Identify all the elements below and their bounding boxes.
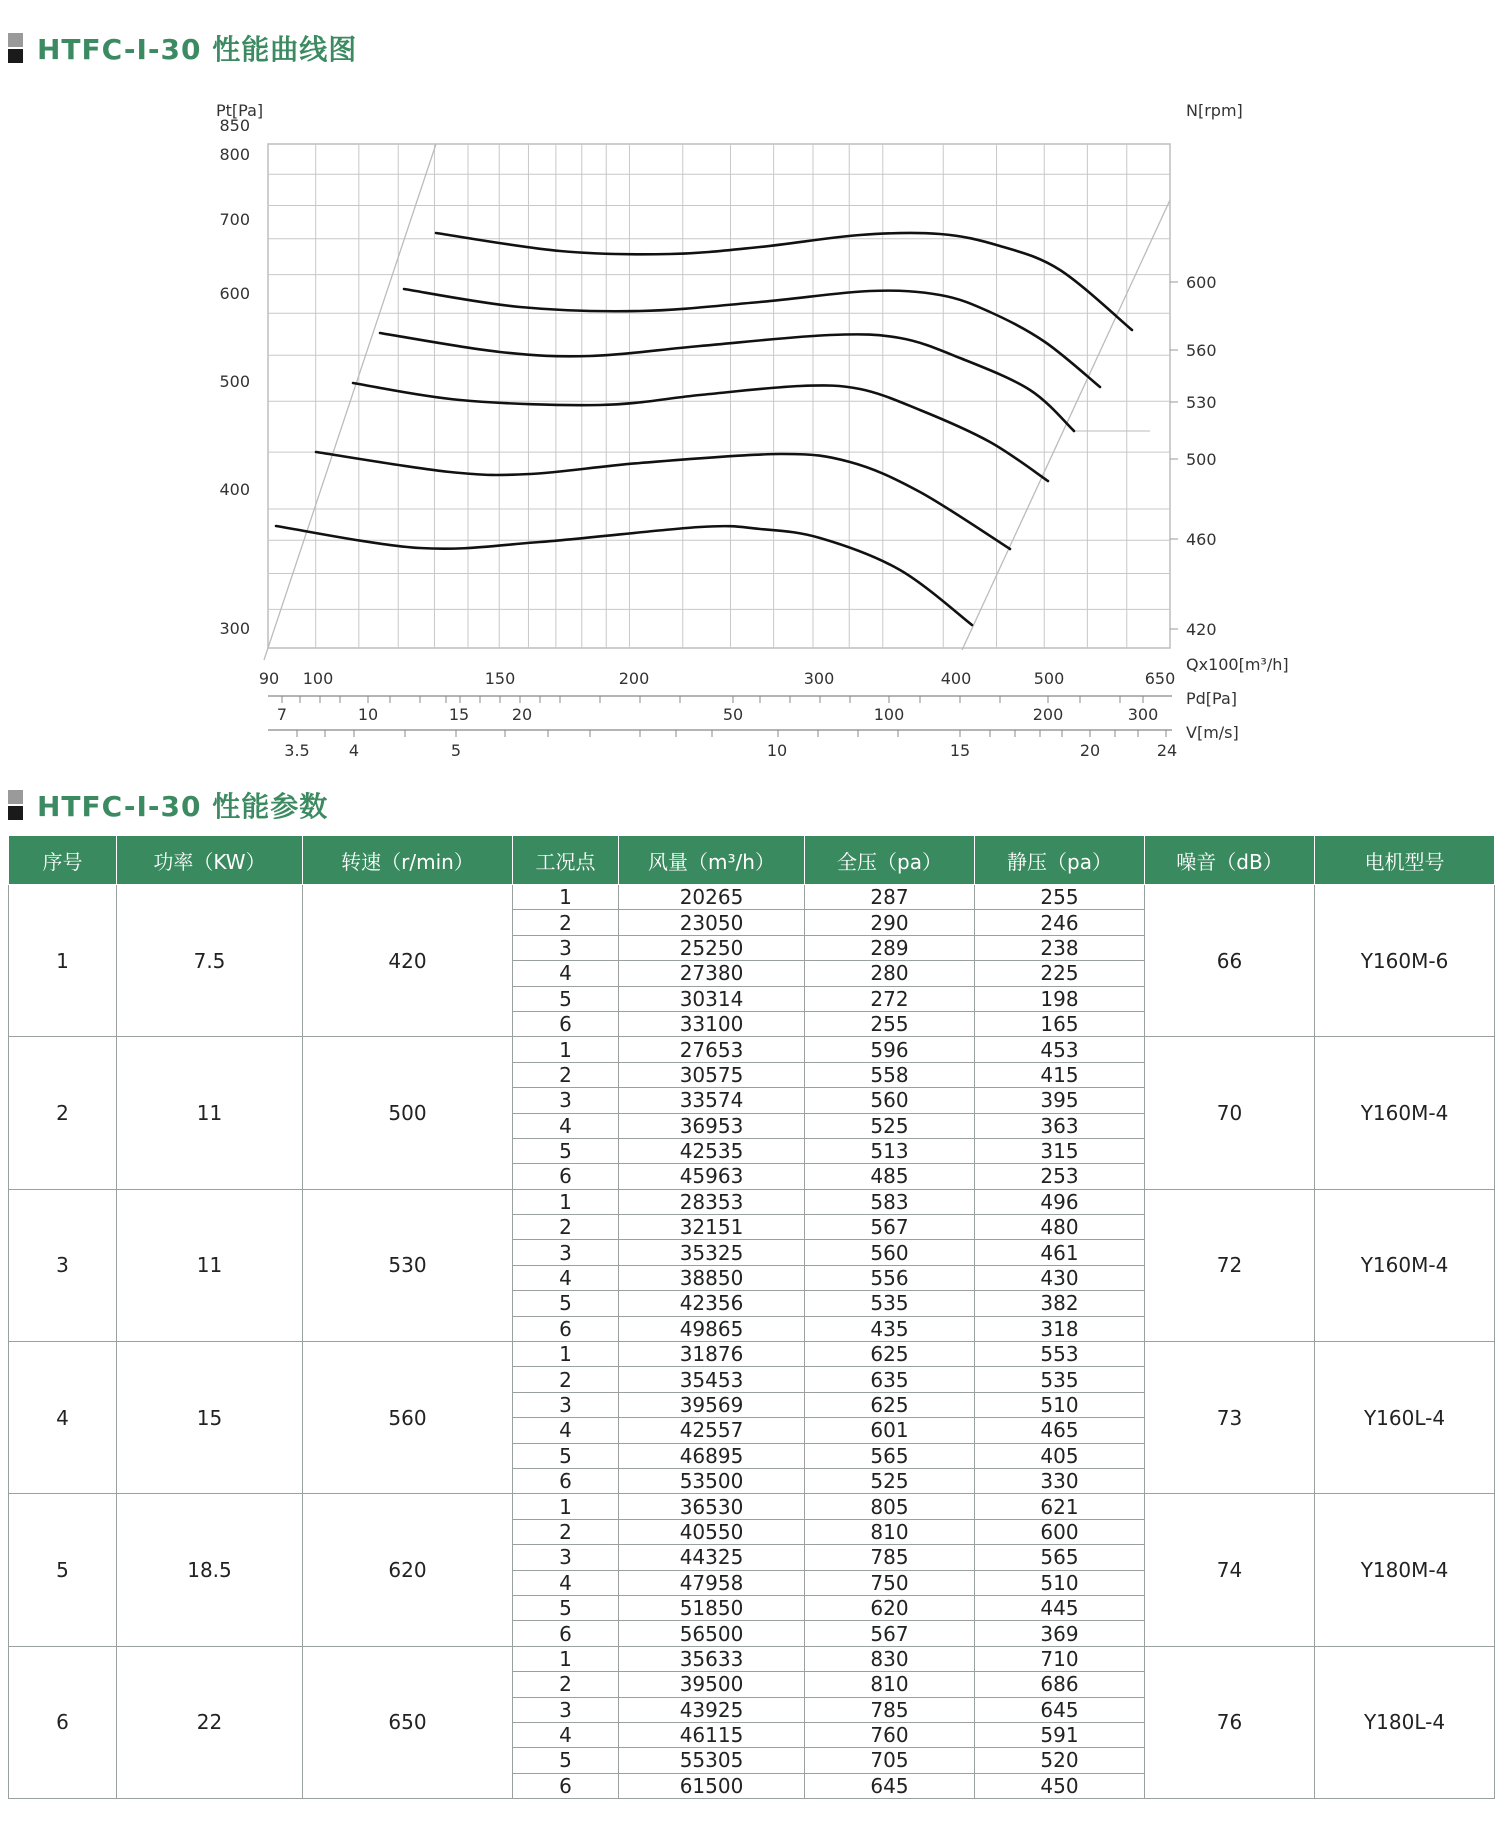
cell-airflow: 35453 <box>619 1367 805 1392</box>
x-q-tick-label: 100 <box>302 669 334 688</box>
cell-static-pressure: 553 <box>975 1342 1145 1367</box>
cell-speed: 530 <box>303 1189 513 1341</box>
cell-airflow: 51850 <box>619 1595 805 1620</box>
cell-point: 5 <box>513 1443 619 1468</box>
cell-static-pressure: 198 <box>975 986 1145 1011</box>
cell-power: 11 <box>117 1189 303 1341</box>
column-header: 风量（m³/h） <box>619 836 805 885</box>
x-pd-tick-label: 7 <box>276 705 288 724</box>
y-left-tick-label: 600 <box>219 284 250 303</box>
cell-point: 4 <box>513 1722 619 1747</box>
cell-point: 5 <box>513 1595 619 1620</box>
cell-point: 2 <box>513 1062 619 1087</box>
column-header: 电机型号 <box>1315 836 1495 885</box>
cell-point: 4 <box>513 961 619 986</box>
x-q-tick-label: 200 <box>618 669 650 688</box>
cell-power: 7.5 <box>117 885 303 1037</box>
column-header: 全压（pa） <box>805 836 975 885</box>
x-pd-tick-label: 15 <box>448 705 470 724</box>
cell-total-pressure: 287 <box>805 885 975 910</box>
cell-static-pressure: 315 <box>975 1138 1145 1163</box>
cell-static-pressure: 445 <box>975 1595 1145 1620</box>
cell-total-pressure: 560 <box>805 1088 975 1113</box>
x-pd-tick-label: 200 <box>1032 705 1064 724</box>
cell-power: 18.5 <box>117 1494 303 1646</box>
cell-static-pressure: 246 <box>975 910 1145 935</box>
cell-point: 4 <box>513 1418 619 1443</box>
cell-point: 3 <box>513 1088 619 1113</box>
cell-airflow: 20265 <box>619 885 805 910</box>
cell-airflow: 47958 <box>619 1570 805 1595</box>
x-pd-tick-label: 20 <box>511 705 533 724</box>
y-left-tick-label: 500 <box>219 372 250 391</box>
table-row <box>9 885 1495 910</box>
cell-speed: 620 <box>303 1494 513 1646</box>
cell-serial: 2 <box>9 1037 117 1189</box>
cell-total-pressure: 525 <box>805 1468 975 1493</box>
cell-airflow: 56500 <box>619 1621 805 1646</box>
cell-total-pressure: 785 <box>805 1545 975 1570</box>
cell-static-pressure: 415 <box>975 1062 1145 1087</box>
cell-motor: Y180M-4 <box>1315 1494 1495 1646</box>
cell-point: 5 <box>513 986 619 1011</box>
cell-airflow: 61500 <box>619 1773 805 1798</box>
cell-speed: 650 <box>303 1646 513 1798</box>
y-left-tick-label: 700 <box>219 210 250 229</box>
x-q-tick-label: 500 <box>1033 669 1065 688</box>
y-left-tick-label: 300 <box>219 619 250 638</box>
y-right-tick-label: 500 <box>1186 450 1217 469</box>
parameter-table <box>8 835 1494 1799</box>
table-header-row <box>9 836 1495 885</box>
cell-static-pressure: 645 <box>975 1697 1145 1722</box>
cell-total-pressure: 705 <box>805 1748 975 1773</box>
cell-static-pressure: 565 <box>975 1545 1145 1570</box>
cell-point: 3 <box>513 1240 619 1265</box>
chart-section-title <box>8 28 357 68</box>
cell-noise: 74 <box>1145 1494 1315 1646</box>
cell-airflow: 31876 <box>619 1342 805 1367</box>
cell-airflow: 35325 <box>619 1240 805 1265</box>
cell-airflow: 45963 <box>619 1164 805 1189</box>
x-pd-tick-label: 50 <box>722 705 744 724</box>
cell-static-pressure: 330 <box>975 1468 1145 1493</box>
cell-airflow: 53500 <box>619 1468 805 1493</box>
y-right-tick-label: 560 <box>1186 341 1217 360</box>
x-v-axis-title: V[m/s] <box>1186 723 1239 742</box>
cell-static-pressure: 496 <box>975 1189 1145 1214</box>
cell-static-pressure: 621 <box>975 1494 1145 1519</box>
cell-point: 6 <box>513 1621 619 1646</box>
cell-airflow: 42557 <box>619 1418 805 1443</box>
x-v-tick-label: 15 <box>949 741 971 760</box>
cell-total-pressure: 601 <box>805 1418 975 1443</box>
cell-total-pressure: 290 <box>805 910 975 935</box>
cell-airflow: 44325 <box>619 1545 805 1570</box>
curve-rpm-460 <box>316 452 1010 549</box>
y-left-tick-label: 400 <box>219 480 250 499</box>
cell-static-pressure: 255 <box>975 885 1145 910</box>
table-row <box>9 1189 1495 1214</box>
cell-point: 3 <box>513 935 619 960</box>
cell-total-pressure: 810 <box>805 1672 975 1697</box>
cell-total-pressure: 750 <box>805 1570 975 1595</box>
cell-point: 6 <box>513 1316 619 1341</box>
cell-static-pressure: 318 <box>975 1316 1145 1341</box>
cell-total-pressure: 635 <box>805 1367 975 1392</box>
cell-total-pressure: 255 <box>805 1011 975 1036</box>
x-v-tick-label: 24 <box>1156 741 1178 760</box>
y-left-axis-title: Pt[Pa] <box>216 101 264 120</box>
cell-total-pressure: 620 <box>805 1595 975 1620</box>
chart-title: HTFC-I-30 性能曲线图 <box>37 33 358 66</box>
cell-total-pressure: 435 <box>805 1316 975 1341</box>
cell-point: 3 <box>513 1545 619 1570</box>
cell-airflow: 35633 <box>619 1646 805 1671</box>
cell-point: 1 <box>513 1646 619 1671</box>
cell-point: 4 <box>513 1265 619 1290</box>
cell-static-pressure: 480 <box>975 1215 1145 1240</box>
cell-total-pressure: 785 <box>805 1697 975 1722</box>
cell-airflow: 46895 <box>619 1443 805 1468</box>
cell-speed: 500 <box>303 1037 513 1189</box>
cell-total-pressure: 567 <box>805 1215 975 1240</box>
cell-airflow: 27380 <box>619 961 805 986</box>
cell-total-pressure: 625 <box>805 1392 975 1417</box>
cell-total-pressure: 560 <box>805 1240 975 1265</box>
cell-static-pressure: 430 <box>975 1265 1145 1290</box>
cell-point: 4 <box>513 1570 619 1595</box>
cell-airflow: 30314 <box>619 986 805 1011</box>
cell-airflow: 36530 <box>619 1494 805 1519</box>
cell-total-pressure: 535 <box>805 1291 975 1316</box>
cell-point: 5 <box>513 1748 619 1773</box>
x-q-tick-label: 300 <box>803 669 835 688</box>
cell-point: 2 <box>513 910 619 935</box>
column-header: 静压（pa） <box>975 836 1145 885</box>
cell-point: 5 <box>513 1291 619 1316</box>
cell-noise: 73 <box>1145 1342 1315 1494</box>
y-right-tick-label: 460 <box>1186 530 1217 549</box>
cell-point: 2 <box>513 1519 619 1544</box>
cell-point: 6 <box>513 1773 619 1798</box>
cell-total-pressure: 485 <box>805 1164 975 1189</box>
cell-total-pressure: 645 <box>805 1773 975 1798</box>
cell-airflow: 28353 <box>619 1189 805 1214</box>
cell-noise: 66 <box>1145 885 1315 1037</box>
cell-motor: Y180L-4 <box>1315 1646 1495 1798</box>
cell-total-pressure: 280 <box>805 961 975 986</box>
cell-point: 1 <box>513 1189 619 1214</box>
cell-noise: 70 <box>1145 1037 1315 1189</box>
cell-static-pressure: 461 <box>975 1240 1145 1265</box>
cell-point: 2 <box>513 1367 619 1392</box>
x-pd-axis-title: Pd[Pa] <box>1186 689 1238 708</box>
cell-static-pressure: 710 <box>975 1646 1145 1671</box>
cell-airflow: 39569 <box>619 1392 805 1417</box>
table-row <box>9 1037 1495 1062</box>
cell-serial: 4 <box>9 1342 117 1494</box>
curve-rpm-530 <box>380 333 1074 431</box>
cell-point: 5 <box>513 1138 619 1163</box>
x-v-tick-label: 4 <box>348 741 360 760</box>
cell-serial: 3 <box>9 1189 117 1341</box>
cell-serial: 1 <box>9 885 117 1037</box>
cell-total-pressure: 810 <box>805 1519 975 1544</box>
cell-total-pressure: 513 <box>805 1138 975 1163</box>
curve-rpm-420 <box>276 526 972 625</box>
x-v-tick-label: 20 <box>1079 741 1101 760</box>
cell-airflow: 55305 <box>619 1748 805 1773</box>
cell-total-pressure: 760 <box>805 1722 975 1747</box>
x-pd-tick-label: 10 <box>357 705 379 724</box>
cell-airflow: 46115 <box>619 1722 805 1747</box>
cell-point: 2 <box>513 1215 619 1240</box>
column-header: 功率（KW） <box>117 836 303 885</box>
cell-static-pressure: 453 <box>975 1037 1145 1062</box>
cell-static-pressure: 238 <box>975 935 1145 960</box>
cell-total-pressure: 805 <box>805 1494 975 1519</box>
diagonal-guide-right <box>962 200 1170 650</box>
cell-point: 3 <box>513 1392 619 1417</box>
x-v-tick-label: 10 <box>766 741 788 760</box>
cell-total-pressure: 272 <box>805 986 975 1011</box>
table-row <box>9 1646 1495 1671</box>
x-q-tick-label: 400 <box>940 669 972 688</box>
cell-power: 11 <box>117 1037 303 1189</box>
cell-motor: Y160M-6 <box>1315 885 1495 1037</box>
table-section-title <box>8 785 328 825</box>
cell-airflow: 33100 <box>619 1011 805 1036</box>
column-header: 序号 <box>9 836 117 885</box>
cell-speed: 420 <box>303 885 513 1037</box>
cell-static-pressure: 382 <box>975 1291 1145 1316</box>
cell-point: 2 <box>513 1672 619 1697</box>
cell-airflow: 43925 <box>619 1697 805 1722</box>
cell-airflow: 33574 <box>619 1088 805 1113</box>
cell-static-pressure: 165 <box>975 1011 1145 1036</box>
cell-airflow: 42535 <box>619 1138 805 1163</box>
y-right-tick-label: 600 <box>1186 273 1217 292</box>
cell-airflow: 42356 <box>619 1291 805 1316</box>
cell-total-pressure: 596 <box>805 1037 975 1062</box>
performance-chart <box>0 90 1502 780</box>
column-header: 噪音（dB） <box>1145 836 1315 885</box>
cell-motor: Y160M-4 <box>1315 1189 1495 1341</box>
cell-static-pressure: 520 <box>975 1748 1145 1773</box>
cell-motor: Y160M-4 <box>1315 1037 1495 1189</box>
cell-static-pressure: 450 <box>975 1773 1145 1798</box>
curve-rpm-500 <box>353 383 1048 481</box>
cell-total-pressure: 565 <box>805 1443 975 1468</box>
cell-motor: Y160L-4 <box>1315 1342 1495 1494</box>
cell-total-pressure: 583 <box>805 1189 975 1214</box>
x-q-tick-label: 90 <box>258 669 280 688</box>
cell-static-pressure: 600 <box>975 1519 1145 1544</box>
cell-total-pressure: 830 <box>805 1646 975 1671</box>
cell-airflow: 23050 <box>619 910 805 935</box>
section-marker-icon <box>8 33 23 63</box>
cell-point: 1 <box>513 885 619 910</box>
cell-total-pressure: 525 <box>805 1113 975 1138</box>
cell-noise: 72 <box>1145 1189 1315 1341</box>
y-right-tick-label: 420 <box>1186 620 1217 639</box>
curve-rpm-600 <box>436 233 1132 330</box>
cell-static-pressure: 253 <box>975 1164 1145 1189</box>
cell-point: 6 <box>513 1468 619 1493</box>
cell-airflow: 30575 <box>619 1062 805 1087</box>
cell-serial: 5 <box>9 1494 117 1646</box>
cell-static-pressure: 363 <box>975 1113 1145 1138</box>
x-pd-tick-label: 100 <box>873 705 905 724</box>
cell-point: 1 <box>513 1037 619 1062</box>
cell-static-pressure: 225 <box>975 961 1145 986</box>
cell-serial: 6 <box>9 1646 117 1798</box>
cell-power: 15 <box>117 1342 303 1494</box>
cell-static-pressure: 686 <box>975 1672 1145 1697</box>
cell-static-pressure: 405 <box>975 1443 1145 1468</box>
cell-static-pressure: 395 <box>975 1088 1145 1113</box>
cell-noise: 76 <box>1145 1646 1315 1798</box>
cell-speed: 560 <box>303 1342 513 1494</box>
cell-static-pressure: 465 <box>975 1418 1145 1443</box>
section-marker-icon <box>8 790 23 820</box>
cell-airflow: 49865 <box>619 1316 805 1341</box>
cell-point: 6 <box>513 1011 619 1036</box>
y-right-tick-label: 530 <box>1186 393 1217 412</box>
cell-point: 1 <box>513 1342 619 1367</box>
cell-static-pressure: 369 <box>975 1621 1145 1646</box>
cell-airflow: 36953 <box>619 1113 805 1138</box>
x-pd-tick-label: 300 <box>1127 705 1159 724</box>
y-left-tick-label: 850 <box>219 116 250 135</box>
column-header: 转速（r/min） <box>303 836 513 885</box>
cell-power: 22 <box>117 1646 303 1798</box>
table-row <box>9 1494 1495 1519</box>
cell-point: 3 <box>513 1697 619 1722</box>
cell-airflow: 25250 <box>619 935 805 960</box>
cell-static-pressure: 510 <box>975 1392 1145 1417</box>
cell-static-pressure: 510 <box>975 1570 1145 1595</box>
cell-total-pressure: 289 <box>805 935 975 960</box>
cell-point: 4 <box>513 1113 619 1138</box>
table-row <box>9 1342 1495 1367</box>
plot-frame <box>268 144 1170 648</box>
table-title: HTFC-I-30 性能参数 <box>37 790 329 823</box>
cell-airflow: 27653 <box>619 1037 805 1062</box>
y-left-tick-label: 800 <box>219 145 250 164</box>
cell-airflow: 32151 <box>619 1215 805 1240</box>
y-right-axis-title: N[rpm] <box>1186 101 1243 120</box>
cell-static-pressure: 535 <box>975 1367 1145 1392</box>
cell-total-pressure: 567 <box>805 1621 975 1646</box>
column-header: 工况点 <box>513 836 619 885</box>
x-v-tick-label: 3.5 <box>284 741 310 760</box>
cell-airflow: 39500 <box>619 1672 805 1697</box>
cell-total-pressure: 558 <box>805 1062 975 1087</box>
cell-point: 6 <box>513 1164 619 1189</box>
cell-airflow: 40550 <box>619 1519 805 1544</box>
cell-total-pressure: 625 <box>805 1342 975 1367</box>
x-q-tick-label: 650 <box>1144 669 1176 688</box>
cell-total-pressure: 556 <box>805 1265 975 1290</box>
x-q-axis-title: Qx100[m³/h] <box>1186 655 1289 674</box>
cell-airflow: 38850 <box>619 1265 805 1290</box>
x-q-tick-label: 150 <box>484 669 516 688</box>
x-v-tick-label: 5 <box>450 741 462 760</box>
cell-static-pressure: 591 <box>975 1722 1145 1747</box>
diagonal-guide-left <box>264 144 436 660</box>
cell-point: 1 <box>513 1494 619 1519</box>
